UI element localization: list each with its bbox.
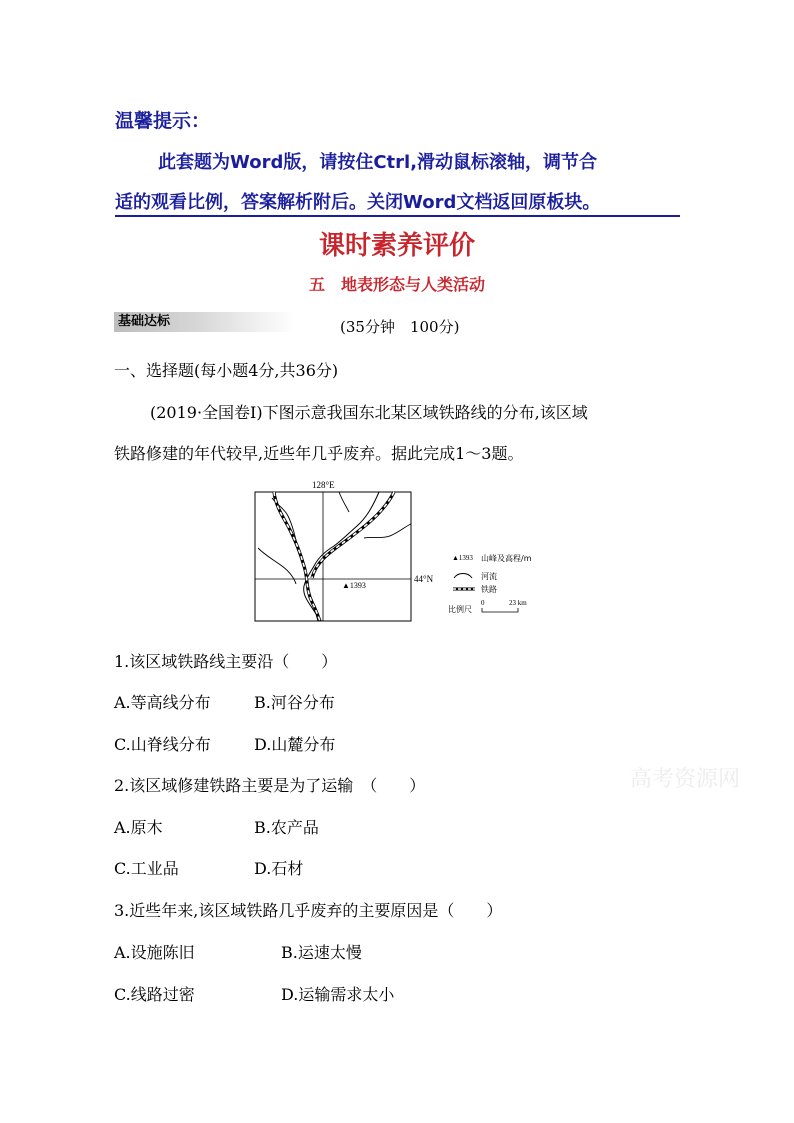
page-title: 课时素养评价 [318, 231, 475, 261]
question-1-option-b: B.河谷分布 [254, 693, 335, 712]
lesson-subtitle: 五 地表形态与人类活动 [308, 275, 485, 294]
river-line [304, 492, 379, 621]
section-badge: 基础达标 [114, 312, 294, 332]
legend-river-symbol [454, 574, 472, 579]
latitude-label: 44°N [414, 574, 434, 584]
river-line [364, 524, 411, 538]
tip-line-1: 此套题为Word版，请按住Ctrl,滑动鼠标滚轴，调节合 [158, 152, 598, 173]
time-info: (35分钟 100分) [340, 318, 460, 336]
question-3-option-d: D.运输需求太小 [281, 985, 395, 1004]
legend-peak-symbol: ▲1393 [452, 554, 473, 562]
legend-scale-end: 23 km [509, 599, 527, 607]
question-3-stem: 3.近些年来,该区域铁路几乎废弃的主要原因是（ ） [114, 901, 503, 920]
watermark: 高考资源网 [630, 767, 741, 792]
section-heading: 一、选择题(每小题4分,共36分) [114, 361, 339, 380]
railway-map-figure [254, 478, 554, 624]
legend-scale-bar [482, 608, 518, 612]
longitude-label: 128°E [312, 480, 335, 490]
question-2-option-a: A.原木 [114, 818, 163, 837]
river-line [258, 548, 296, 584]
question-3-option-b: B.运速太慢 [281, 943, 362, 962]
question-1-option-c: C.山脊线分布 [114, 735, 211, 754]
railway-line [274, 492, 320, 621]
question-2-option-c: C.工业品 [114, 859, 179, 878]
question-2-option-b: B.农产品 [254, 818, 319, 837]
question-2-option-d: D.石材 [254, 859, 304, 878]
legend-railway-label: 铁路 [481, 585, 497, 594]
tip-line-2: 适的观看比例，答案解析附后。关闭Word文档返回原板块。 [115, 188, 680, 217]
legend-river-label: 河流 [481, 572, 497, 581]
question-1-option-a: A.等高线分布 [114, 693, 211, 712]
legend-scale-zero: 0 [481, 599, 485, 607]
intro-line-2: 铁路修建的年代较早,近些年几乎废弃。据此完成1～3题。 [114, 444, 524, 463]
river-line [339, 492, 349, 512]
legend-peak-label: 山峰及高程/m [481, 554, 532, 563]
intro-line-1: (2019·全国卷Ⅰ)下图示意我国东北某区域铁路线的分布,该区域 [150, 403, 588, 422]
question-3-option-a: A.设施陈旧 [114, 943, 195, 962]
question-1-stem: 1.该区域铁路线主要沿（ ） [114, 652, 338, 671]
question-2-stem: 2.该区域修建铁路主要是为了运输 （ ） [114, 776, 426, 795]
tip-title: 温馨提示： [115, 110, 211, 132]
peak-marker: ▲1393 [342, 581, 366, 590]
legend-scale-label: 比例尺 [448, 605, 472, 614]
question-1-option-d: D.山麓分布 [254, 735, 336, 754]
question-3-option-c: C.线路过密 [114, 985, 195, 1004]
